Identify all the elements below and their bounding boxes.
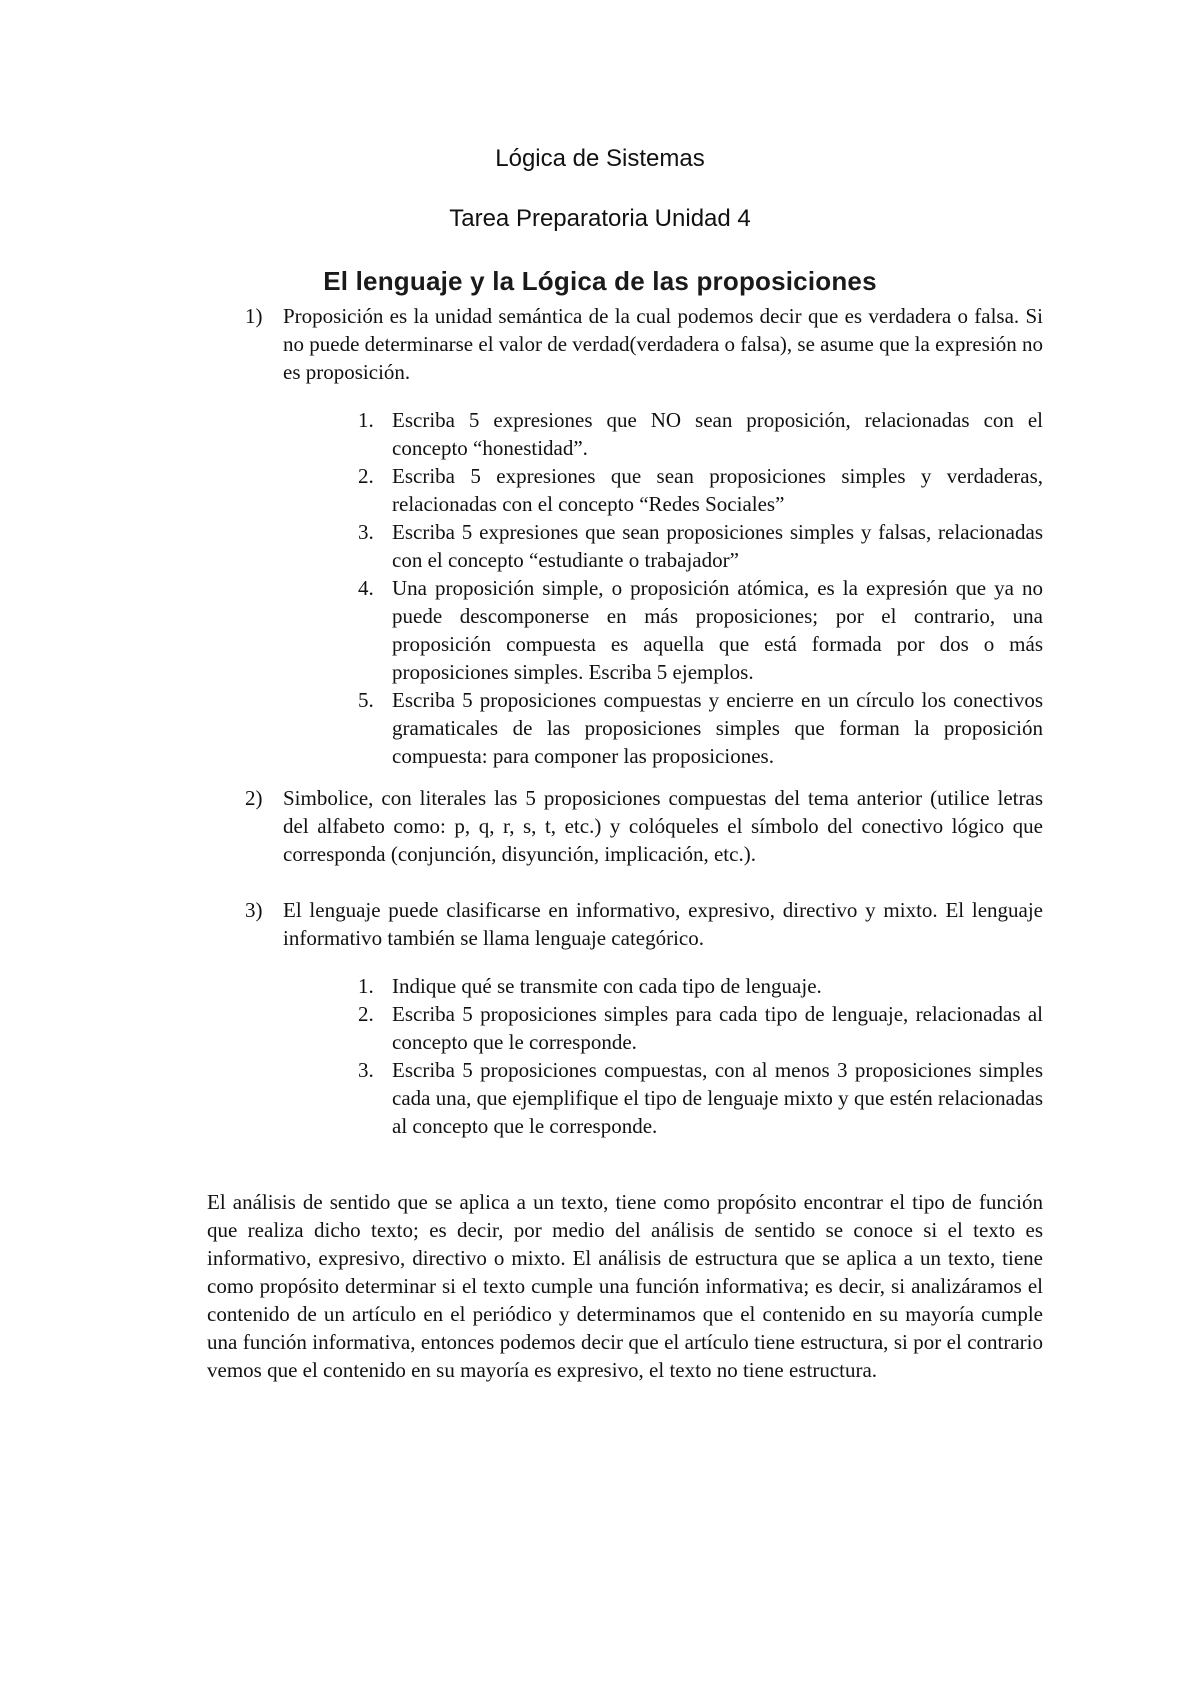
question-3-text: El lenguaje puede clasificarse en informativo, expresivo, directivo y mixto. El lenguaje informativo también se llama lenguaje categórico.	[283, 898, 1043, 950]
question-3-number: 3)	[245, 898, 263, 922]
q1-item-1-number: 1.	[358, 408, 374, 432]
q1-item-4-text: Una proposición simple, o proposición atómica, es la expresión que ya no puede descomponerse en más proposiciones; por el contrario, una proposición compuesta es aquella que está formada por dos o más proposiciones simples. Escriba 5 ejemplos.	[392, 576, 1043, 684]
document-title: Lógica de Sistemas	[495, 145, 705, 172]
question-1-number: 1)	[245, 304, 263, 328]
q1-item-5-number: 5.	[358, 688, 374, 712]
q1-item-3-text: Escriba 5 expresiones que sean proposiciones simples y falsas, relacionadas con el concepto “estudiante o trabajador”	[392, 520, 1043, 572]
question-2-number: 2)	[245, 786, 263, 810]
q1-item-5-text: Escriba 5 proposiciones compuestas y encierre en un círculo los conectivos gramaticales de las proposiciones simples que forman la proposición compuesta: para componer las proposiciones.	[392, 688, 1043, 768]
q1-item-1-text: Escriba 5 expresiones que NO sean proposición, relacionadas con el concepto “honestidad”.	[392, 408, 1043, 460]
q3-item-2-text: Escriba 5 proposiciones simples para cada tipo de lenguaje, relacionadas al concepto que le corresponde.	[392, 1002, 1043, 1054]
question-1-text: Proposición es la unidad semántica de la cual podemos decir que es verdadera o falsa. Si no puede determinarse el valor de verdad(verdadera o falsa), se asume que la expresión no es proposición.	[283, 304, 1043, 384]
q3-item-1-text: Indique qué se transmite con cada tipo de lenguaje.	[392, 974, 822, 998]
question-2-text: Simbolice, con literales las 5 proposiciones compuestas del tema anterior (utilice letras del alfabeto como: p, q, r, s, t, etc.) y colóqueles el símbolo del conectivo lógico que corresponda (conjunción, disyunción, implicación, etc.).	[283, 786, 1043, 866]
q1-item-2-number: 2.	[358, 464, 374, 488]
q3-item-2-number: 2.	[358, 1002, 374, 1026]
closing-paragraph: El análisis de sentido que se aplica a un texto, tiene como propósito encontrar el tipo de función que realiza dicho texto; es decir, por medio del análisis de sentido se conoce si el texto es informativo, expresivo, directivo o mixto. El análisis de estructura que se aplica a un texto, tiene como propósito determinar si el texto cumple una función informativa; es decir, si analizáramos el contenido de un artículo en el periódico y determinamos que el contenido en su mayoría cumple una función informativa, entonces podemos decir que el artículo tiene estructura, si por el contrario vemos que el contenido en su mayoría es expresivo, el texto no tiene estructura.	[207, 1190, 1043, 1382]
document-subtitle: Tarea Preparatoria Unidad 4	[449, 205, 751, 232]
q1-item-3-number: 3.	[358, 520, 374, 544]
q3-item-3-text: Escriba 5 proposiciones compuestas, con al menos 3 proposiciones simples cada una, que ejemplifique el tipo de lenguaje mixto y que estén relacionadas al concepto que le corresponde.	[392, 1058, 1043, 1138]
q1-item-4-number: 4.	[358, 576, 374, 600]
q1-item-2-text: Escriba 5 expresiones que sean proposiciones simples y verdaderas, relacionadas con el concepto “Redes Sociales”	[392, 464, 1043, 516]
q3-item-3-number: 3.	[358, 1058, 374, 1082]
q3-item-1-number: 1.	[358, 974, 374, 998]
section-heading: El lenguaje y la Lógica de las proposiciones	[323, 266, 877, 296]
